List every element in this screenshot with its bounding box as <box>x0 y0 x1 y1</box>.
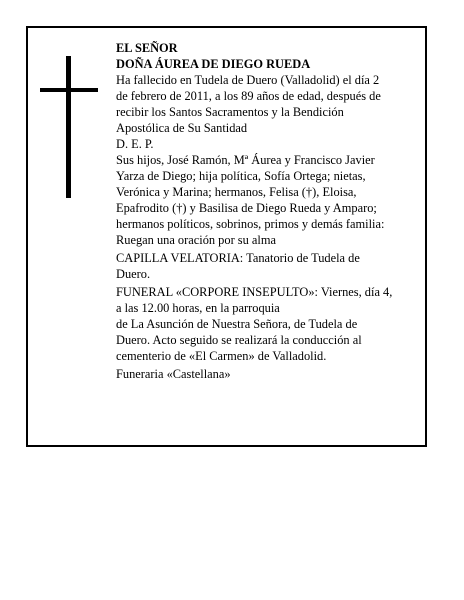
family-announcement <box>116 152 416 248</box>
text-line: Duero. Acto seguido se realizará la conducción al <box>116 333 362 347</box>
dep-line: D. E. P. <box>116 137 154 151</box>
chapel-info <box>116 250 416 282</box>
notice-text <box>116 40 416 382</box>
death-announcement <box>116 72 416 136</box>
text-line: cementerio de «El Carmen» de Valladolid. <box>116 349 327 363</box>
text-line: de La Asunción de Nuestra Señora, de Tudela de <box>116 317 358 331</box>
text-line: hermanos políticos, sobrinos, primos y demás familia: <box>116 217 385 231</box>
text-line: Apostólica de Su Santidad <box>116 121 248 135</box>
funeral-home: Funeraria «Castellana» <box>116 367 231 381</box>
cross-icon <box>40 56 100 198</box>
text-line: Epafrodito (†) y Basilisa de Diego Rueda y Amparo; <box>116 201 377 215</box>
funeral-info <box>116 284 416 364</box>
text-line: Yarza de Diego; hija política, Sofía Ortega; nietas, <box>116 169 366 183</box>
text-line: Verónica y Marina; hermanos, Felisa (†), Eloisa, <box>116 185 357 199</box>
obituary-notice <box>26 26 427 447</box>
cross-horizontal-bar <box>40 88 98 92</box>
text-line: FUNERAL «CORPORE INSEPULTO»: Viernes, día 4, <box>116 285 393 299</box>
text-line: Ha fallecido en Tudela de Duero (Valladolid) el día 2 <box>116 73 380 87</box>
text-line: CAPILLA VELATORIA: Tanatorio de Tudela de <box>116 251 360 265</box>
text-line: recibir los Santos Sacramentos y la Bendición <box>116 105 344 119</box>
text-line: Duero. <box>116 267 151 281</box>
text-line: Ruegan una oración por su alma <box>116 233 276 247</box>
cross-vertical-bar <box>66 56 71 198</box>
text-line: Sus hijos, José Ramón, Mª Áurea y Francisco Javier <box>116 153 375 167</box>
notice-heading: EL SEÑOR <box>116 41 178 55</box>
text-line: a las 12.00 horas, en la parroquia <box>116 301 280 315</box>
text-line: de febrero de 2011, a los 89 años de edad, después de <box>116 89 381 103</box>
deceased-name: DOÑA ÁUREA DE DIEGO RUEDA <box>116 57 311 71</box>
